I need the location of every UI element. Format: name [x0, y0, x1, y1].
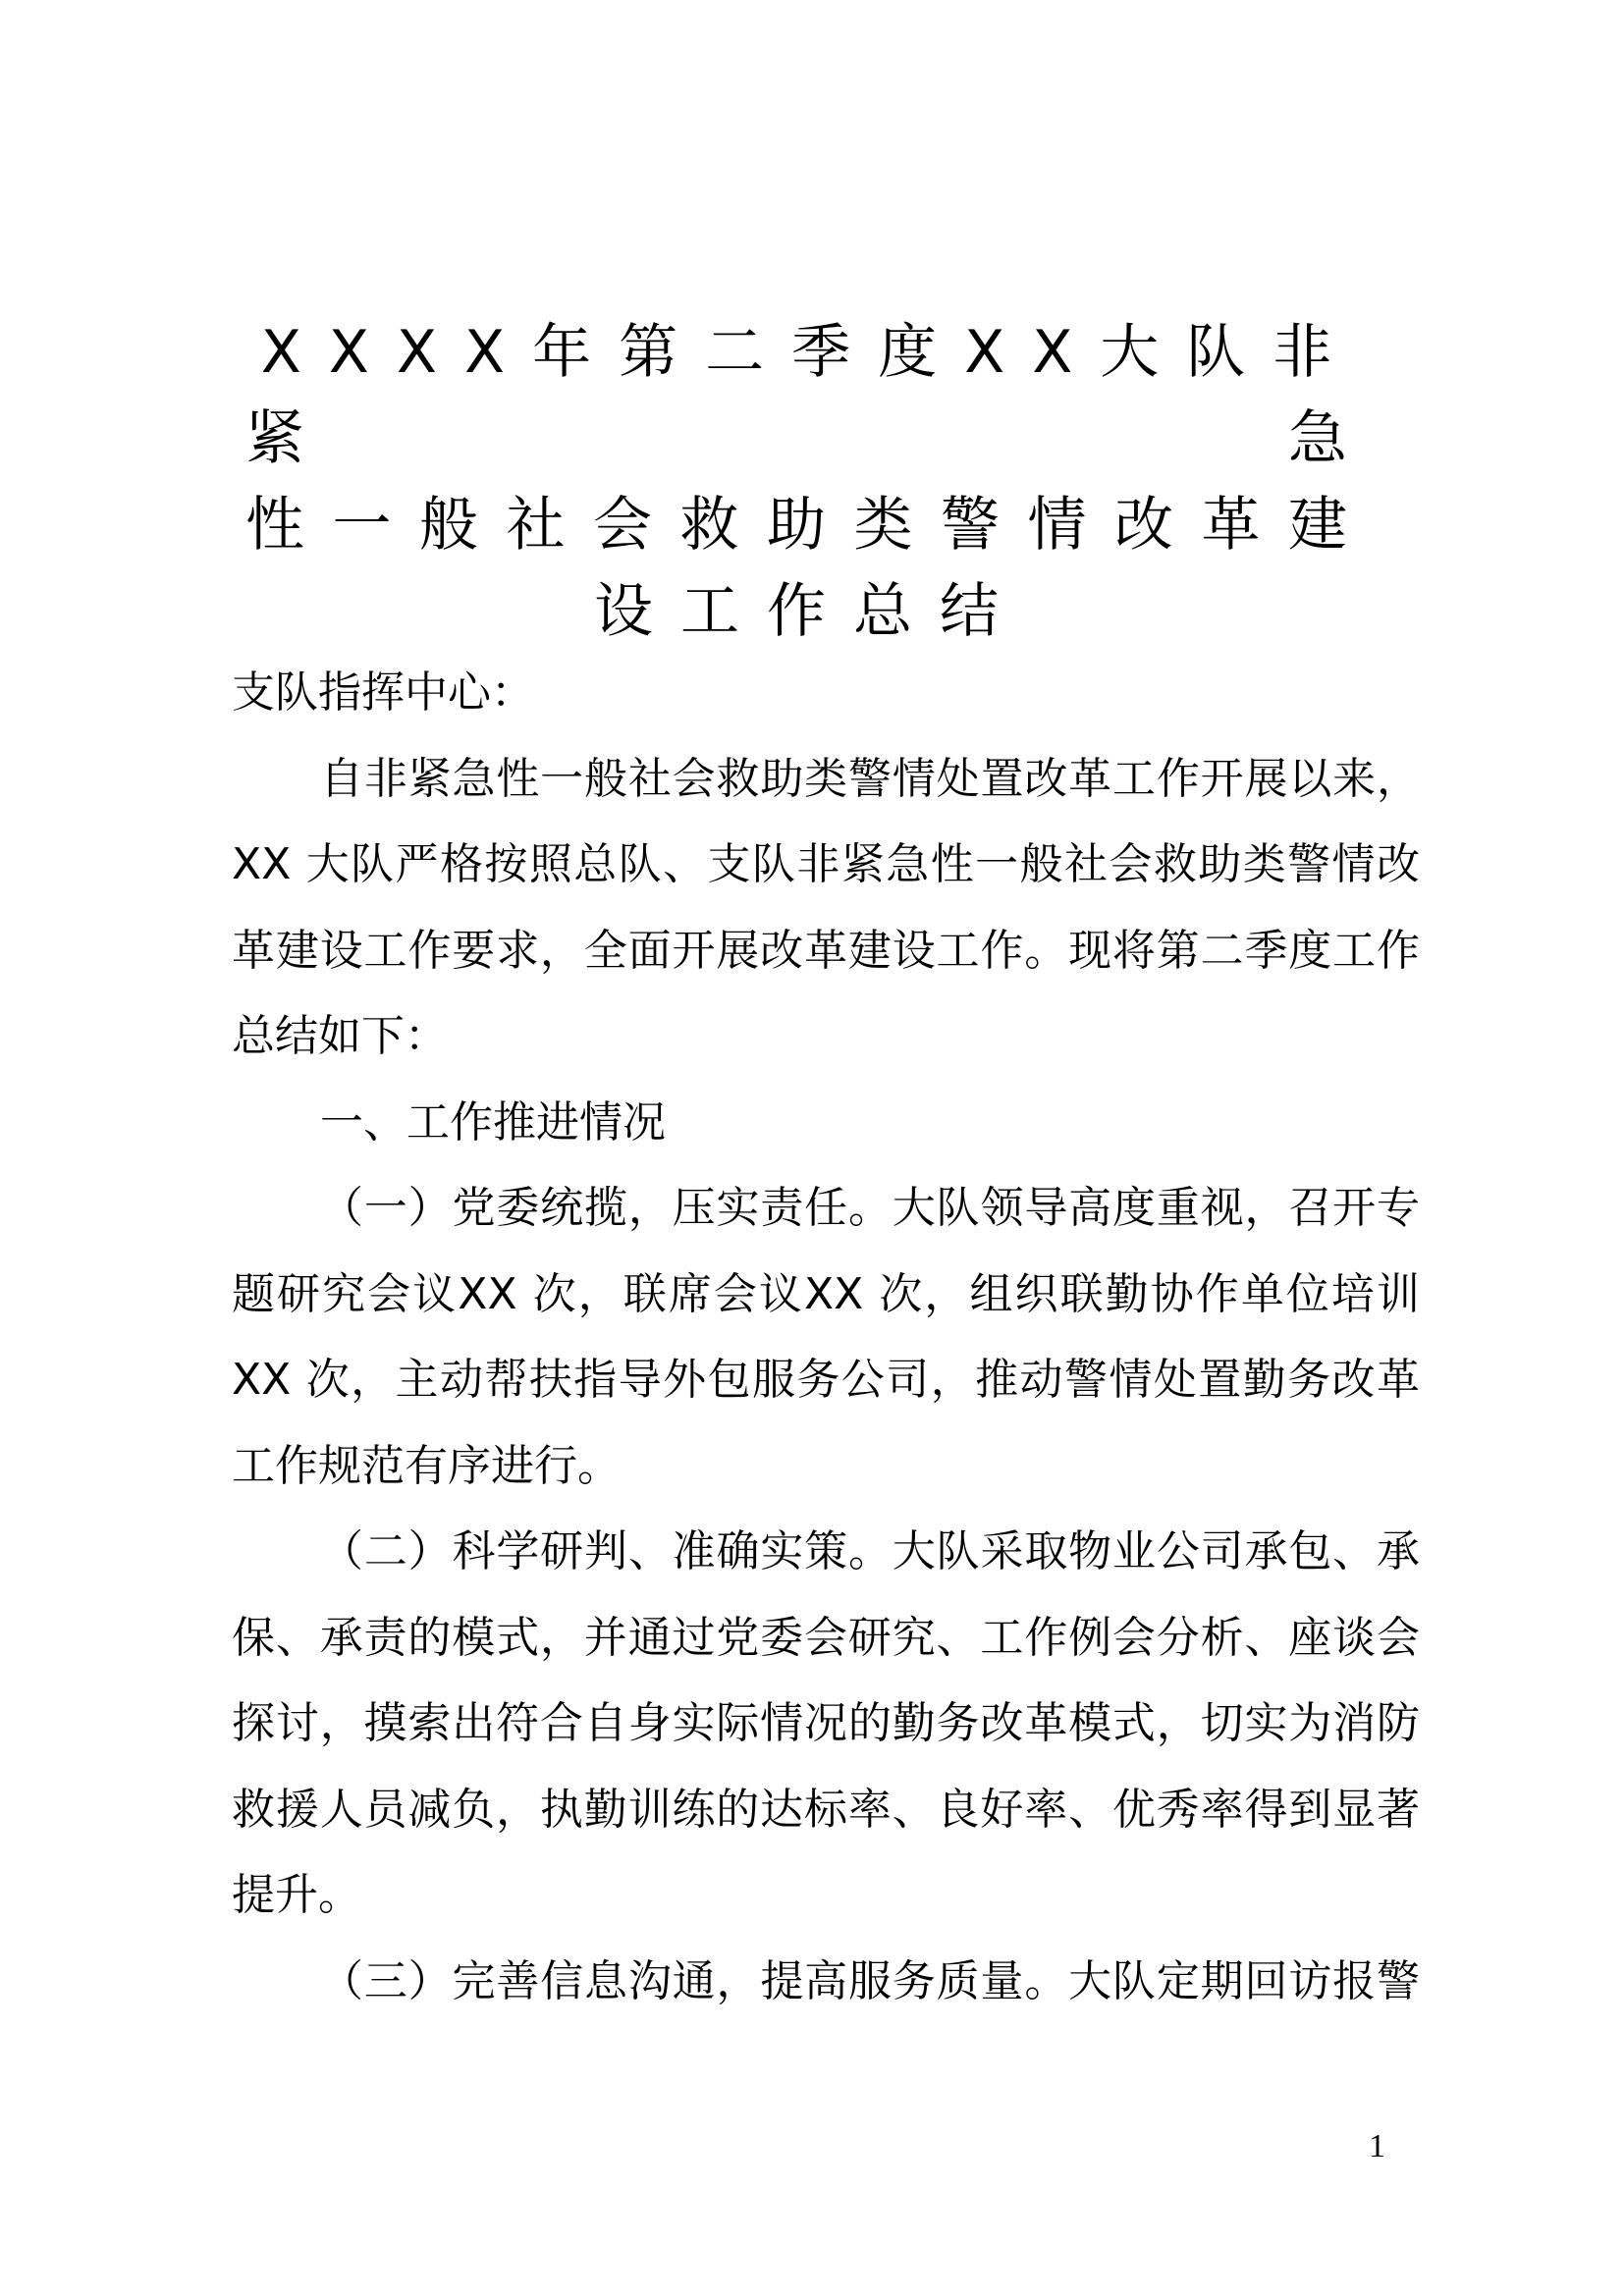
body-line: 自非紧急性一般社会救助类警情处置改革工作开展以来，: [320, 753, 1420, 804]
body-line: 救援人员减负，执勤训练的达标率、良好率、优秀率得到显著: [232, 1784, 1420, 1835]
title-line: 性一般社会救助类警情改革建: [245, 491, 1375, 560]
document-body: [232, 650, 1420, 2024]
body-line: 题研究会议XX 次，联席会议XX 次，组织联勤协作单位培训: [232, 1268, 1420, 1319]
body-line: 提升。: [232, 1870, 361, 1920]
body-line: 总结如下：: [232, 1011, 448, 1061]
body-line: 革建设工作要求，全面开展改革建设工作。现将第二季度工作: [232, 925, 1420, 976]
salutation: 支队指挥中心：: [232, 667, 534, 718]
body-line: 探讨，摸索出符合自身实际情况的勤务改革模式，切实为消防: [232, 1698, 1420, 1748]
title-line: 设工作总结: [594, 577, 1026, 646]
page-number: 1: [1369, 2128, 1385, 2164]
body-line: XX 次，主动帮扶指导外包服务公司，推动警情处置勤务改革: [232, 1355, 1420, 1405]
body-line: （二）科学研判、准确实策。大队采取物业公司承包、承: [320, 1526, 1420, 1576]
body-line: 保、承责的模式，并通过党委会研究、工作例会分析、座谈会: [232, 1612, 1420, 1663]
section-heading: 一、工作推进情况: [320, 1096, 666, 1148]
document-title: [245, 309, 1375, 655]
body-line: （三）完善信息沟通，提高服务质量。大队定期回访报警: [320, 1955, 1420, 2006]
body-line: 工作规范有序进行。: [232, 1440, 621, 1491]
title-line: XXXX年第二季度XX大队非紧急: [245, 318, 1375, 473]
body-line: （一）党委统揽，压实责任。大队领导高度重视，召开专: [320, 1183, 1420, 1233]
body-line: XX 大队严格按照总队、支队非紧急性一般社会救助类警情改: [232, 839, 1420, 889]
